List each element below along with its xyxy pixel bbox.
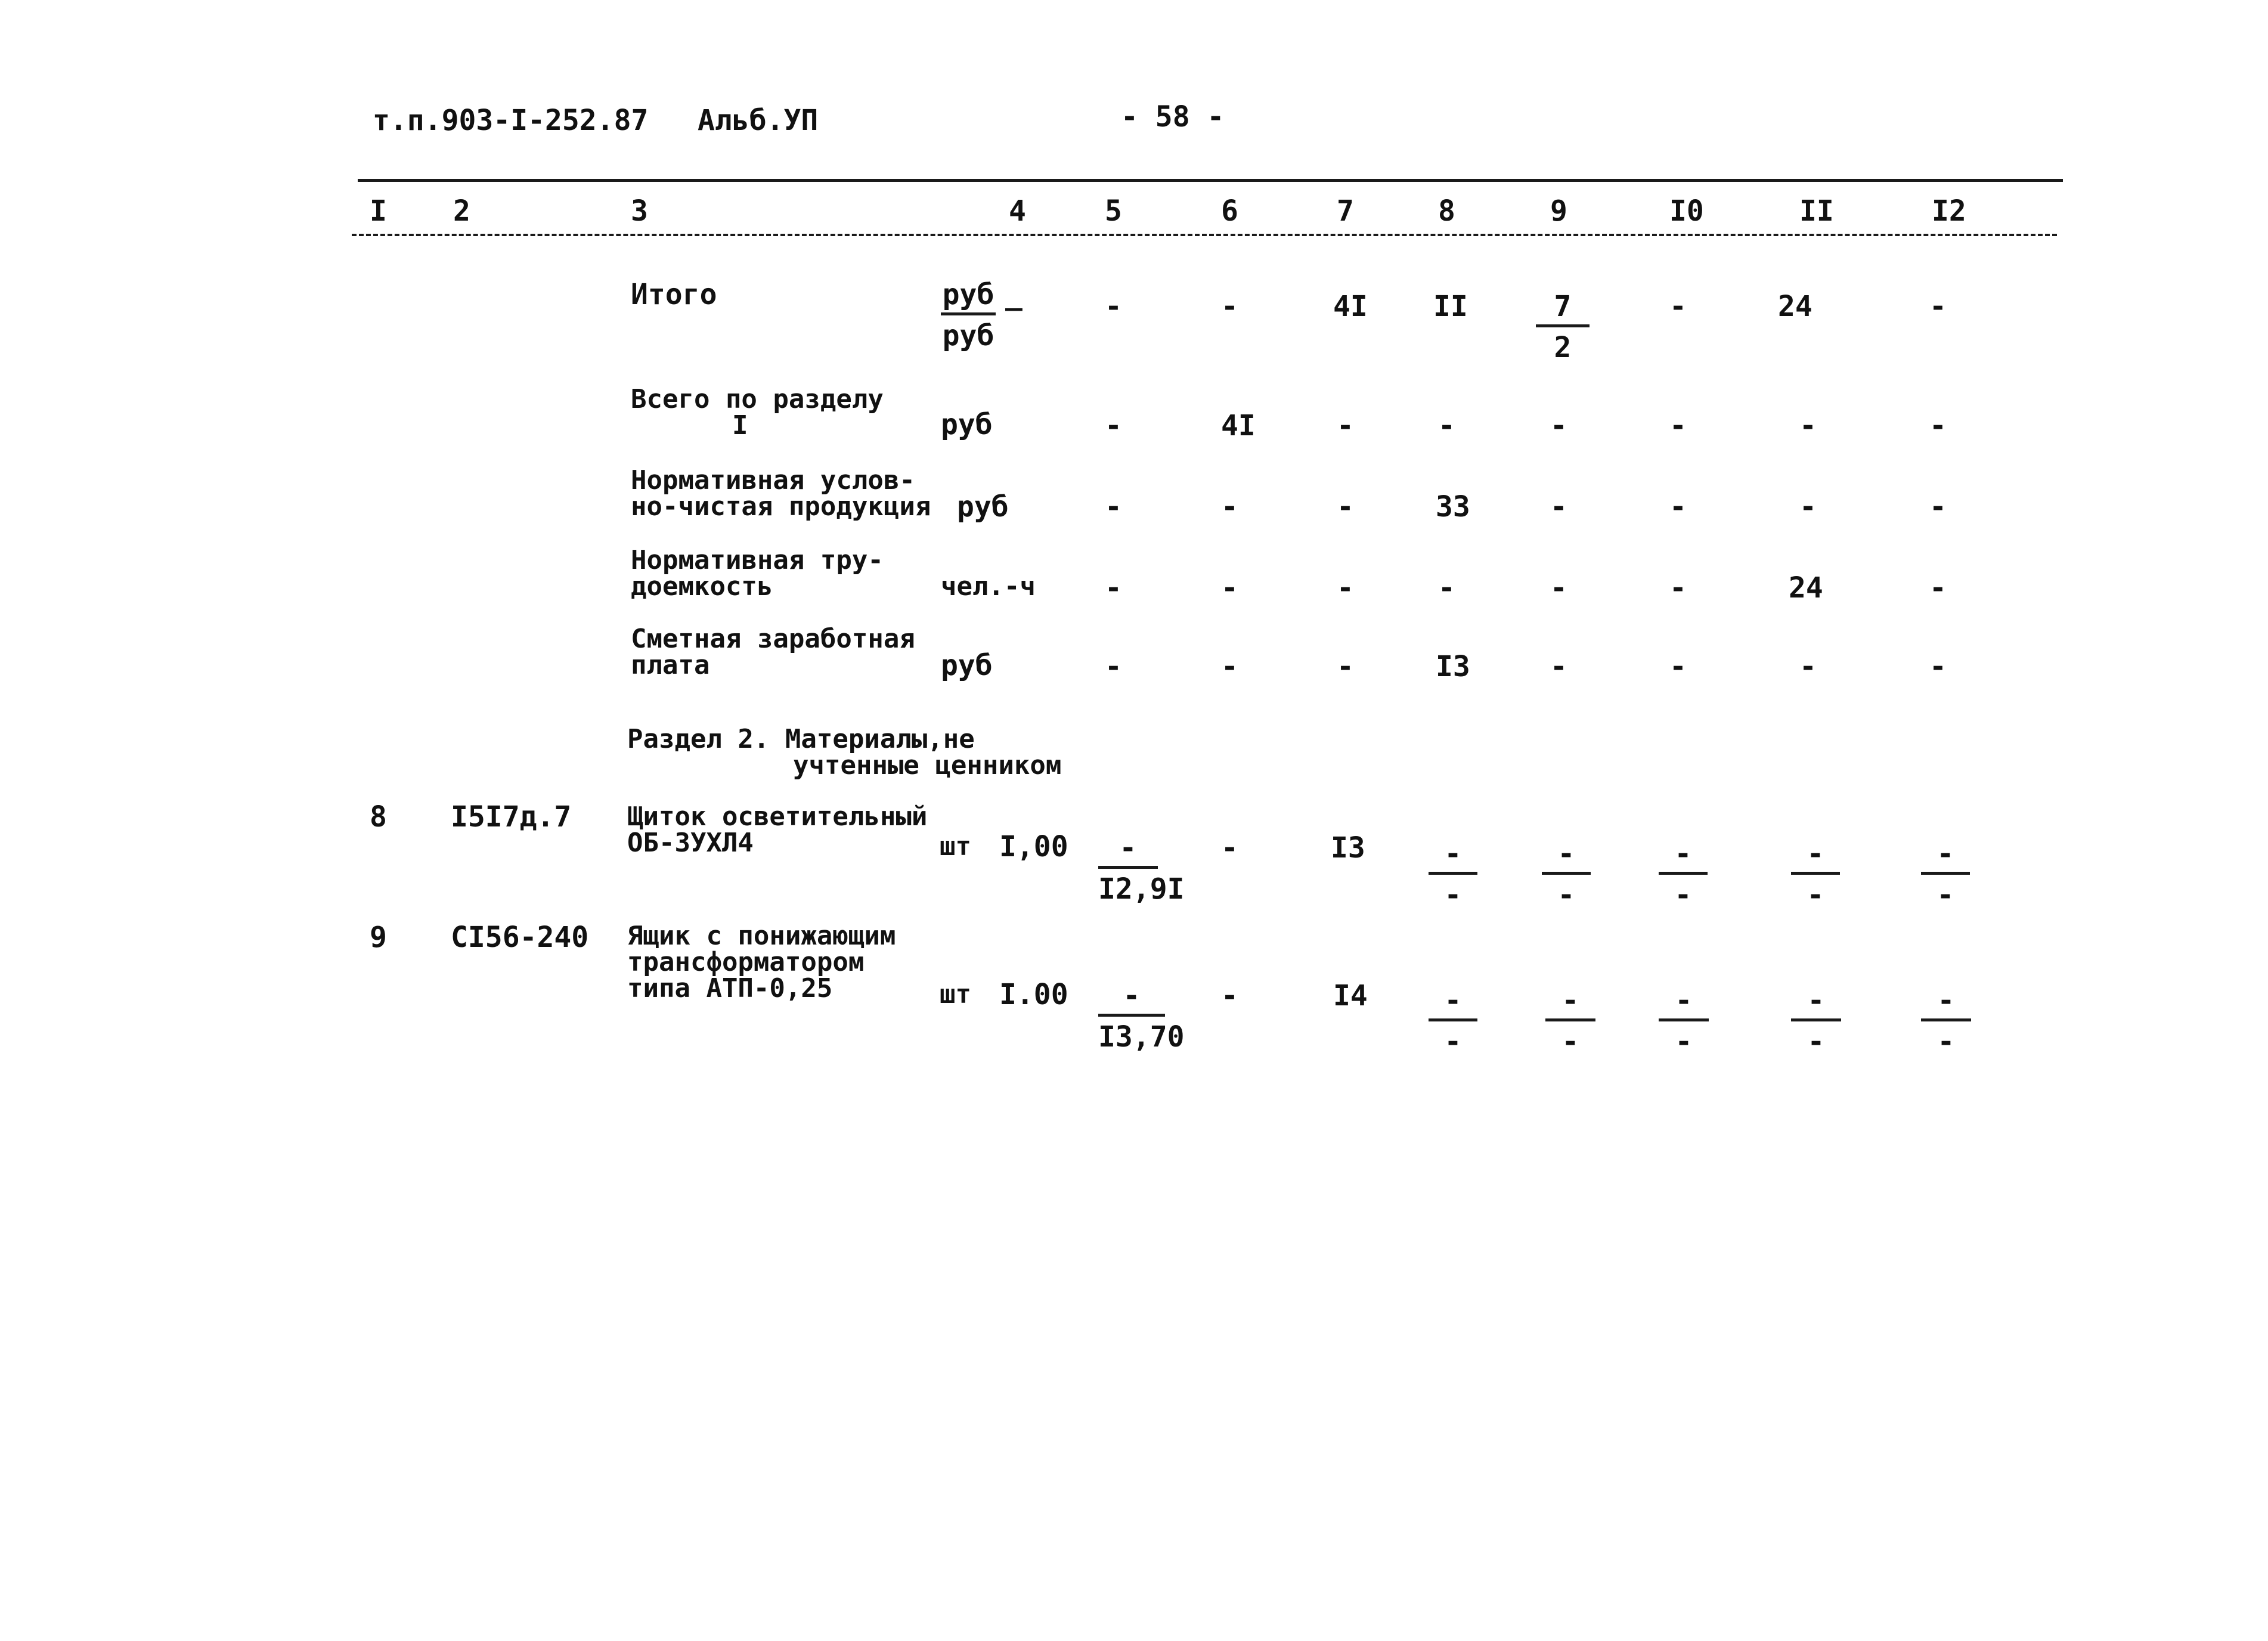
cell-c10-top: -	[1659, 840, 1708, 875]
cell-c11-top: -	[1791, 986, 1841, 1021]
item-unit: шт	[940, 831, 971, 862]
cell-c11: -	[1799, 490, 1817, 524]
cell-c11-top: -	[1791, 840, 1840, 875]
unit-bottom: руб	[942, 319, 994, 352]
unit-fraction	[941, 280, 996, 350]
cell-c8: -	[1438, 571, 1455, 605]
item-code: CI56-240	[451, 921, 589, 954]
cell-c5: -	[1105, 650, 1122, 683]
cell-c9-top: -	[1545, 986, 1595, 1021]
cell-c7: I4	[1333, 979, 1368, 1013]
item-qty: I.00	[999, 978, 1068, 1011]
cell-c12-bottom: -	[1937, 1025, 1955, 1058]
album-label: Альб.УП	[698, 104, 819, 137]
unit-top: руб	[941, 280, 996, 315]
page-number: - 58 -	[1121, 100, 1225, 134]
cell-c9: -	[1550, 490, 1567, 524]
cell-c6: 4I	[1221, 409, 1256, 442]
cell-c9-bottom: 2	[1554, 331, 1572, 364]
item-name-line: ОБ-3УХЛ4	[627, 828, 754, 858]
cell-c11: -	[1799, 650, 1817, 683]
row-label-line: Всего по разделу	[631, 384, 884, 414]
cell-c7: -	[1337, 490, 1354, 524]
cell-c5: -	[1105, 409, 1122, 442]
cell-c8-top: -	[1429, 840, 1477, 875]
cell-c10-fraction	[1659, 837, 1708, 912]
item-number: 8	[370, 800, 387, 834]
cell-c5-top: -	[1098, 981, 1165, 1017]
cell-c11: -	[1799, 409, 1817, 442]
cell-c11-fraction	[1791, 986, 1841, 1056]
cell-c8: II	[1433, 290, 1468, 323]
cell-c10-bottom: -	[1674, 878, 1692, 912]
section-heading-line: Раздел 2. Материалы,не	[627, 724, 975, 754]
row-label	[631, 547, 884, 600]
cell-c9-bottom: -	[1561, 1025, 1579, 1058]
cell-c9: -	[1550, 571, 1567, 605]
section-heading	[627, 726, 1061, 779]
column-header: 9	[1550, 194, 1567, 228]
item-unit: шт	[940, 979, 971, 1010]
row-label	[631, 626, 915, 679]
cell-c12-fraction	[1921, 986, 1971, 1056]
cell-c10-top: -	[1659, 986, 1709, 1021]
cell-c9-top: -	[1542, 840, 1591, 875]
cell-c7: -	[1337, 571, 1354, 605]
cell-c10: -	[1669, 290, 1687, 323]
row-label-line: Нормативная тру-	[631, 545, 884, 575]
cell-c8-bottom: -	[1444, 1025, 1462, 1058]
row-label-line: Нормативная услов-	[631, 465, 915, 496]
cell-c5: -	[1105, 571, 1122, 605]
cell-c8: I3	[1436, 650, 1470, 683]
cell-c10: -	[1669, 490, 1687, 524]
cell-c5-top: -	[1098, 834, 1158, 869]
cell-c7: -	[1337, 409, 1354, 442]
cell-c5-bottom: I3,70	[1098, 1020, 1185, 1054]
cell-c5-fraction	[1098, 979, 1185, 1054]
item-number: 9	[370, 921, 387, 954]
cell-c8-fraction	[1429, 837, 1477, 912]
row-label-line: Сметная заработная	[631, 624, 915, 654]
cell-c5-bottom: I2,9I	[1098, 872, 1185, 906]
cell-c9-top: 7	[1536, 292, 1590, 327]
item-name-line: типа АТП-0,25	[627, 973, 833, 1004]
unit-tail: _	[1005, 278, 1023, 311]
row-unit: чел.-ч	[941, 571, 1036, 602]
column-header: 8	[1438, 194, 1455, 228]
cell-c7: 4I	[1333, 290, 1368, 323]
cell-c9-fraction	[1542, 837, 1591, 912]
item-code: I5I7д.7	[451, 800, 572, 834]
item-name-line: Щиток осветительный	[627, 801, 928, 832]
cell-c8: -	[1438, 409, 1455, 442]
cell-c9: -	[1550, 409, 1567, 442]
cell-c12: -	[1929, 490, 1947, 524]
column-header: I2	[1932, 194, 1966, 228]
cell-c10-bottom: -	[1675, 1025, 1693, 1058]
row-label-line: плата	[631, 650, 710, 680]
row-label	[631, 467, 931, 520]
column-header: I0	[1669, 194, 1704, 228]
section-heading-line: учтенные ценником	[793, 750, 1062, 781]
cell-c11-bottom: -	[1807, 878, 1824, 912]
cell-c12: -	[1929, 409, 1947, 442]
cell-c8-top: -	[1429, 986, 1477, 1021]
cell-c8: 33	[1436, 490, 1470, 524]
cell-c6: -	[1221, 831, 1238, 865]
cell-c9-bottom: -	[1557, 878, 1575, 912]
item-name	[627, 801, 928, 858]
column-header: 4	[1009, 194, 1026, 228]
cell-c12-bottom: -	[1937, 878, 1954, 912]
cell-c7: I3	[1331, 831, 1365, 865]
cell-c6: -	[1221, 490, 1238, 524]
table-top-rule	[358, 179, 2063, 182]
cell-c12-top: -	[1921, 986, 1971, 1021]
cell-c9: -	[1550, 650, 1567, 683]
cell-c6: -	[1221, 290, 1238, 323]
row-label	[631, 386, 884, 439]
row-unit: руб	[941, 408, 993, 441]
row-label: Итого	[631, 278, 717, 311]
item-name-line: трансформатором	[627, 947, 865, 977]
cell-c11: 24	[1789, 571, 1823, 605]
row-label-line: I	[732, 410, 748, 441]
column-header: 5	[1105, 194, 1122, 228]
cell-c11: 24	[1778, 290, 1812, 323]
column-header: I	[370, 194, 387, 228]
cell-c5: -	[1105, 490, 1122, 524]
row-unit: руб	[957, 490, 1009, 524]
column-header: 7	[1337, 194, 1354, 228]
cell-c8-fraction	[1429, 986, 1477, 1056]
cell-c12: -	[1929, 571, 1947, 605]
cell-c8-bottom: -	[1444, 878, 1462, 912]
row-unit: руб	[941, 649, 993, 682]
column-header: 2	[453, 194, 470, 228]
cell-c10: -	[1669, 571, 1687, 605]
cell-c10-fraction	[1659, 986, 1709, 1056]
row-label-line: но-чистая продукция	[631, 491, 931, 522]
cell-c10: -	[1669, 409, 1687, 442]
cell-c7: -	[1337, 650, 1354, 683]
cell-c6: -	[1221, 650, 1238, 683]
cell-c12: -	[1929, 650, 1947, 683]
cell-c11-bottom: -	[1807, 1025, 1825, 1058]
column-header: 3	[631, 194, 648, 228]
cell-c9-fraction	[1536, 292, 1590, 362]
column-header: 6	[1221, 194, 1238, 228]
item-name	[627, 923, 896, 1002]
cell-c12-top: -	[1921, 840, 1970, 875]
cell-c11-fraction	[1791, 837, 1840, 912]
cell-c6: -	[1221, 979, 1238, 1013]
cell-c5-fraction	[1098, 831, 1185, 906]
item-qty: I,00	[999, 830, 1068, 863]
column-header: II	[1799, 194, 1834, 228]
doc-code: т.п.903-I-252.87	[373, 104, 649, 137]
cell-c12: -	[1929, 290, 1947, 323]
row-label-line: доемкость	[631, 571, 773, 602]
cell-c6: -	[1221, 571, 1238, 605]
table-header-rule	[352, 234, 2057, 236]
cell-c5: -	[1105, 290, 1122, 323]
cell-c10: -	[1669, 650, 1687, 683]
cell-c9-fraction	[1545, 986, 1595, 1056]
cell-c12-fraction	[1921, 837, 1970, 912]
item-name-line: Ящик с понижающим	[627, 921, 896, 951]
